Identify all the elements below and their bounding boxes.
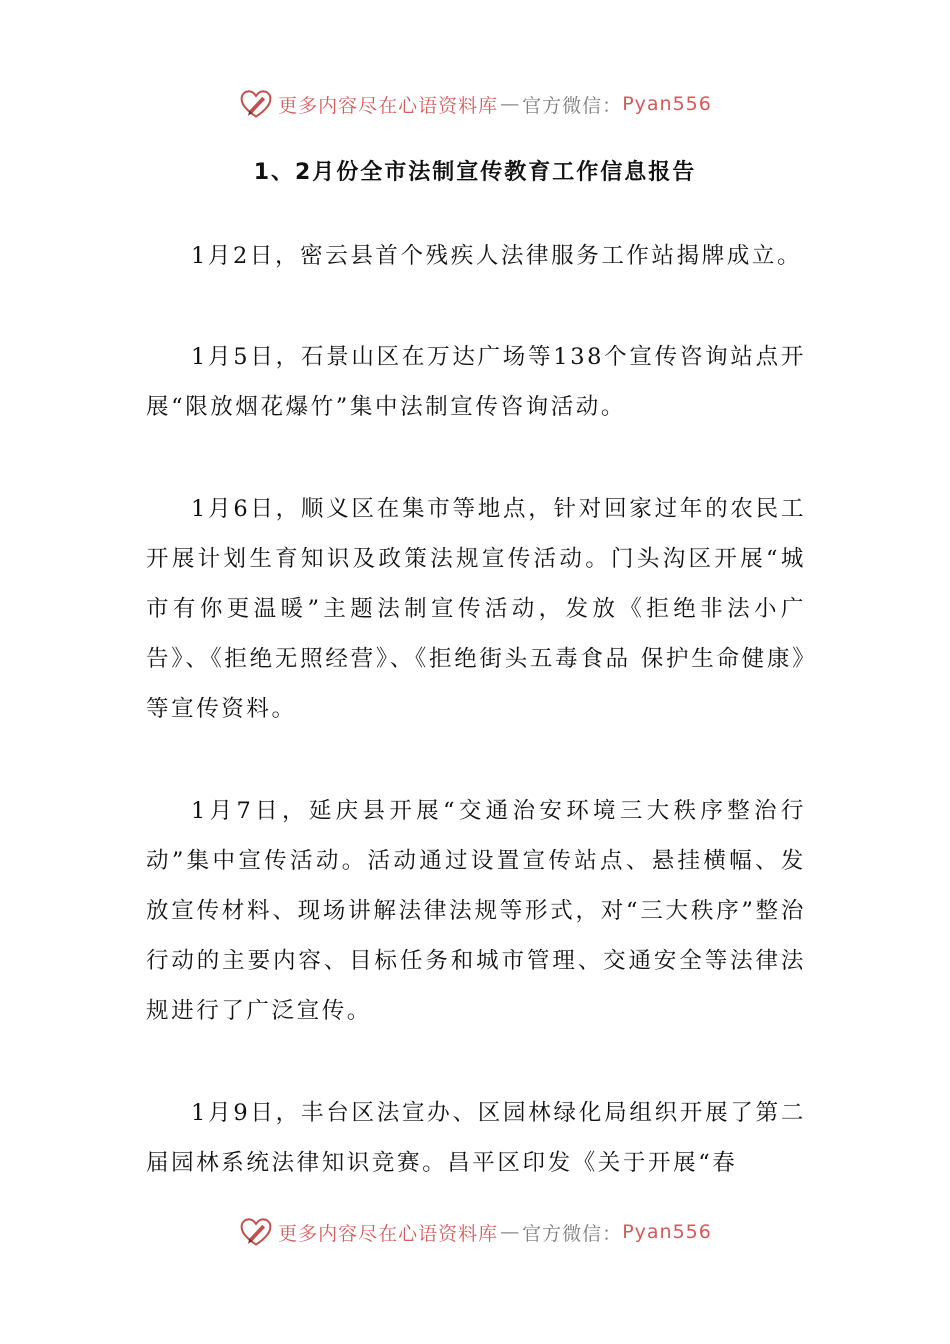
- watermark-brand: 更多内容尽在心语资料库: [278, 1222, 499, 1245]
- watermark-separator: —: [500, 1221, 521, 1243]
- footer-watermark: [0, 1214, 950, 1250]
- heart-pen-icon: [238, 1214, 274, 1250]
- paragraph-2: 1月5日，石景山区在万达广场等138个宣传咨询站点开展“限放烟花爆竹”集中法制宣传咨询活动。: [146, 344, 806, 421]
- watermark-label: 官方微信：: [522, 1222, 623, 1245]
- header-watermark: [0, 86, 950, 122]
- watermark-wechat-id: Pyan556: [622, 1221, 712, 1243]
- watermark-brand: 更多内容尽在心语资料库: [278, 94, 499, 117]
- watermark-wechat-id: Pyan556: [622, 93, 712, 115]
- paragraph-1: 1月2日，密云县首个残疾人法律服务工作站揭牌成立。: [191, 243, 803, 269]
- document-body: [146, 231, 806, 1239]
- paragraph-5: 1月9日，丰台区法宣办、区园林绿化局组织开展了第二届园林系统法律知识竞赛。昌平区印发《关于开展“春: [146, 1099, 806, 1176]
- watermark-label: 官方微信：: [522, 94, 623, 117]
- watermark-separator: —: [500, 93, 521, 115]
- paragraph-4: 1月7日，延庆县开展“交通治安环境三大秩序整治行动”集中宣传活动。活动通过设置宣传站点、悬挂横幅、发放宣传材料、现场讲解法律法规等形式，对“三大秩序”整治行动的主要内容、目标任务和城市管理、交通安全等法律法规进行了广泛宣传。: [146, 797, 806, 1025]
- document-title: 1、2月份全市法制宣传教育工作信息报告: [253, 160, 697, 185]
- heart-pen-icon: [238, 86, 274, 122]
- paragraph-3: 1月6日，顺义区在集市等地点，针对回家过年的农民工开展计划生育知识及政策法规宣传活动。门头沟区开展“城市有你更温暖”主题法制宣传活动，发放《拒绝非法小广告》、《拒绝无照经营》、《拒绝街头五毒食品 保护生命健康》等宣传资料。: [146, 495, 806, 723]
